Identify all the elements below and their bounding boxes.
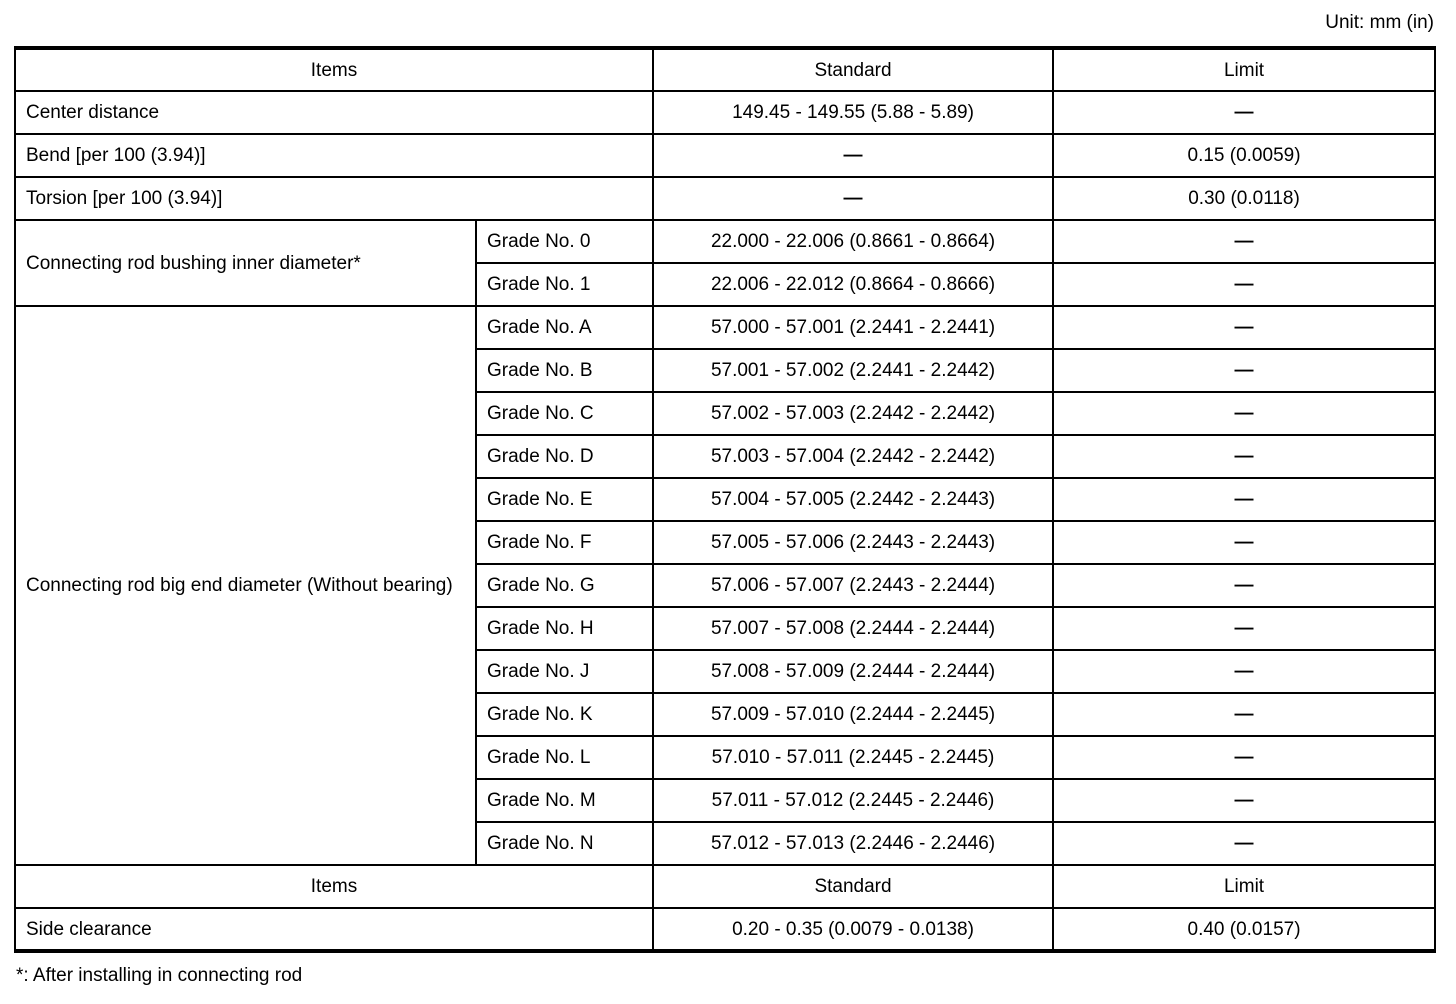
grade-cell: Grade No. N	[476, 822, 653, 865]
grade-cell: Grade No. B	[476, 349, 653, 392]
limit-cell: —	[1053, 650, 1435, 693]
standard-cell: 22.006 - 22.012 (0.8664 - 0.8666)	[653, 263, 1053, 306]
standard-cell: 57.002 - 57.003 (2.2442 - 2.2442)	[653, 392, 1053, 435]
item-cell: Side clearance	[15, 908, 653, 951]
header-items: Items	[15, 865, 653, 908]
header-limit: Limit	[1053, 48, 1435, 91]
grade-cell: Grade No. D	[476, 435, 653, 478]
table-row	[15, 908, 1435, 951]
item-cell: Connecting rod big end diameter (Without bearing)	[15, 306, 476, 865]
header-standard: Standard	[653, 48, 1053, 91]
limit-cell: —	[1053, 736, 1435, 779]
footnote: *: After installing in connecting rod	[16, 965, 303, 986]
standard-cell: 57.006 - 57.007 (2.2443 - 2.2444)	[653, 564, 1053, 607]
standard-cell: 57.008 - 57.009 (2.2444 - 2.2444)	[653, 650, 1053, 693]
grade-cell: Grade No. 0	[476, 220, 653, 263]
grade-cell: Grade No. G	[476, 564, 653, 607]
table-row	[15, 306, 1435, 349]
header-standard: Standard	[653, 865, 1053, 908]
standard-cell: —	[653, 134, 1053, 177]
limit-cell: —	[1053, 607, 1435, 650]
header-row-bottom	[15, 865, 1435, 908]
item-cell: Center distance	[15, 91, 653, 134]
grade-cell: Grade No. K	[476, 693, 653, 736]
limit-cell: —	[1053, 435, 1435, 478]
header-items: Items	[15, 48, 653, 91]
standard-cell: 57.004 - 57.005 (2.2442 - 2.2443)	[653, 478, 1053, 521]
table-row	[15, 134, 1435, 177]
standard-cell: 57.003 - 57.004 (2.2442 - 2.2442)	[653, 435, 1053, 478]
limit-cell: —	[1053, 306, 1435, 349]
standard-cell: 57.011 - 57.012 (2.2445 - 2.2446)	[653, 779, 1053, 822]
limit-cell: —	[1053, 822, 1435, 865]
limit-cell: 0.15 (0.0059)	[1053, 134, 1435, 177]
unit-label: Unit: mm (in)	[1325, 12, 1434, 33]
standard-cell: 22.000 - 22.006 (0.8661 - 0.8664)	[653, 220, 1053, 263]
limit-cell: —	[1053, 521, 1435, 564]
grade-cell: Grade No. J	[476, 650, 653, 693]
standard-cell: 57.010 - 57.011 (2.2445 - 2.2445)	[653, 736, 1053, 779]
limit-cell: —	[1053, 779, 1435, 822]
item-cell: Torsion [per 100 (3.94)]	[15, 177, 653, 220]
grade-cell: Grade No. H	[476, 607, 653, 650]
spec-table	[14, 46, 1436, 953]
table-row	[15, 220, 1435, 263]
standard-cell: 57.000 - 57.001 (2.2441 - 2.2441)	[653, 306, 1053, 349]
grade-cell: Grade No. E	[476, 478, 653, 521]
limit-cell: —	[1053, 564, 1435, 607]
standard-cell: 57.007 - 57.008 (2.2444 - 2.2444)	[653, 607, 1053, 650]
table-row	[15, 177, 1435, 220]
standard-cell: 57.009 - 57.010 (2.2444 - 2.2445)	[653, 693, 1053, 736]
standard-cell: 57.001 - 57.002 (2.2441 - 2.2442)	[653, 349, 1053, 392]
standard-cell: 57.012 - 57.013 (2.2446 - 2.2446)	[653, 822, 1053, 865]
grade-cell: Grade No. C	[476, 392, 653, 435]
header-limit: Limit	[1053, 865, 1435, 908]
limit-cell: —	[1053, 263, 1435, 306]
grade-cell: Grade No. L	[476, 736, 653, 779]
item-cell: Connecting rod bushing inner diameter*	[15, 220, 476, 306]
standard-cell: 0.20 - 0.35 (0.0079 - 0.0138)	[653, 908, 1053, 951]
standard-cell: —	[653, 177, 1053, 220]
grade-cell: Grade No. M	[476, 779, 653, 822]
standard-cell: 149.45 - 149.55 (5.88 - 5.89)	[653, 91, 1053, 134]
limit-cell: 0.40 (0.0157)	[1053, 908, 1435, 951]
limit-cell: —	[1053, 693, 1435, 736]
standard-cell: 57.005 - 57.006 (2.2443 - 2.2443)	[653, 521, 1053, 564]
header-row-top	[15, 48, 1435, 91]
grade-cell: Grade No. 1	[476, 263, 653, 306]
limit-cell: —	[1053, 392, 1435, 435]
limit-cell: —	[1053, 478, 1435, 521]
limit-cell: —	[1053, 91, 1435, 134]
grade-cell: Grade No. F	[476, 521, 653, 564]
item-cell: Bend [per 100 (3.94)]	[15, 134, 653, 177]
limit-cell: —	[1053, 220, 1435, 263]
table-row	[15, 91, 1435, 134]
limit-cell: —	[1053, 349, 1435, 392]
grade-cell: Grade No. A	[476, 306, 653, 349]
limit-cell: 0.30 (0.0118)	[1053, 177, 1435, 220]
